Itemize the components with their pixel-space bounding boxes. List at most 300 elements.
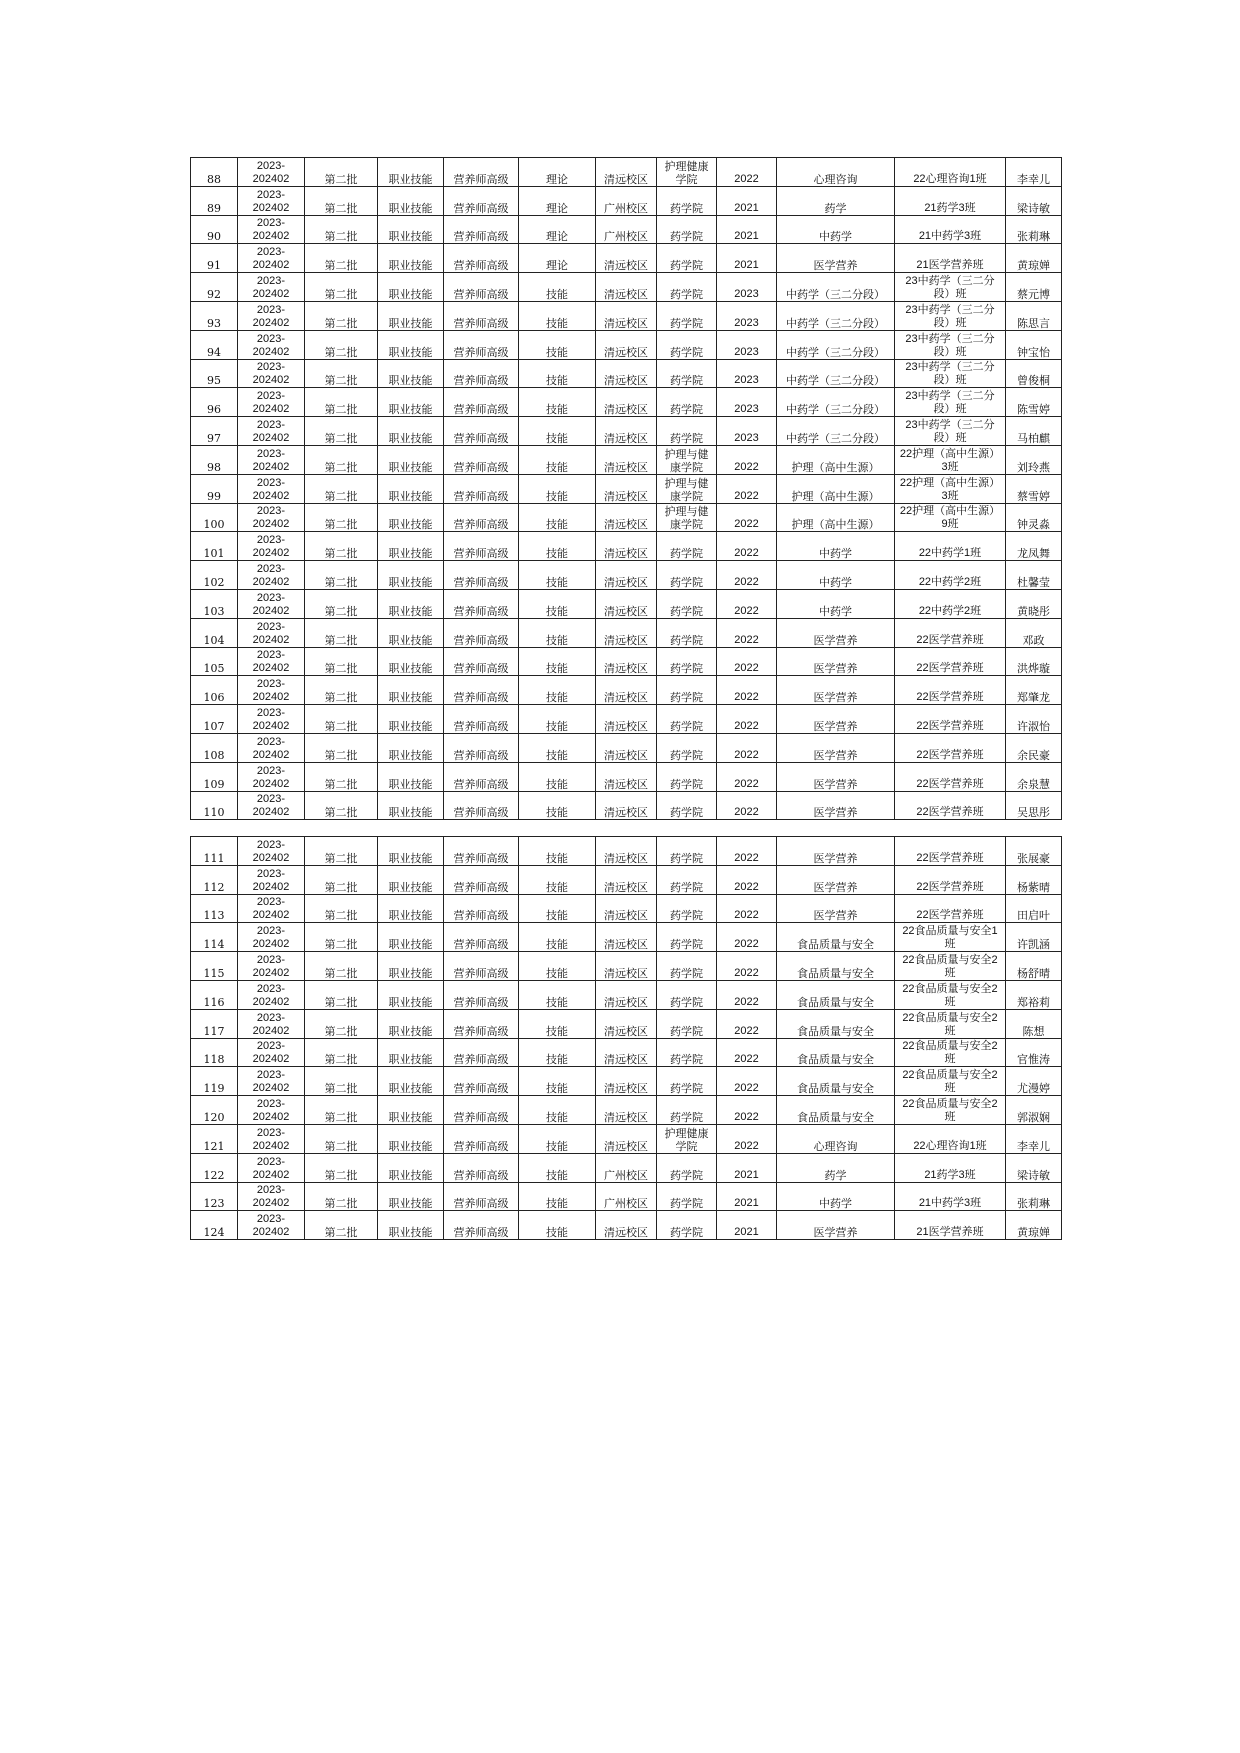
- campus-cell: 清远校区: [596, 791, 657, 820]
- college-cell: 药学院: [657, 186, 717, 215]
- campus-cell: 清远校区: [596, 923, 657, 952]
- campus-cell: 清远校区: [596, 837, 657, 866]
- category-cell: 职业技能: [378, 445, 444, 474]
- student-name-cell: 张莉琳: [1006, 215, 1062, 244]
- category-cell: 职业技能: [378, 359, 444, 388]
- class-cell: 22中药学2班: [895, 589, 1006, 618]
- row-number: 118: [191, 1038, 238, 1067]
- exam-type-cell: 技能: [519, 952, 596, 981]
- term-cell: 2023- 202402: [238, 532, 305, 561]
- batch-cell: 第二批: [305, 445, 378, 474]
- term-cell: 2023- 202402: [238, 445, 305, 474]
- college-cell: 药学院: [657, 1038, 717, 1067]
- college-cell: 药学院: [657, 244, 717, 273]
- student-name-cell: 许淑怡: [1006, 705, 1062, 734]
- student-name-cell: 陈雪婷: [1006, 388, 1062, 417]
- grade-cell: 2022: [717, 705, 777, 734]
- item-cell: 营养师高级: [444, 865, 519, 894]
- row-number: 104: [191, 618, 238, 647]
- college-cell: 药学院: [657, 618, 717, 647]
- term-cell: 2023- 202402: [238, 503, 305, 532]
- table-row: [191, 445, 1062, 474]
- class-cell: 21医学营养班: [895, 244, 1006, 273]
- grade-cell: 2022: [717, 894, 777, 923]
- major-cell: 食品质量与安全: [777, 1009, 895, 1038]
- term-cell: 2023- 202402: [238, 923, 305, 952]
- exam-type-cell: 技能: [519, 837, 596, 866]
- exam-type-cell: 技能: [519, 733, 596, 762]
- campus-cell: 清远校区: [596, 244, 657, 273]
- campus-cell: 清远校区: [596, 474, 657, 503]
- item-cell: 营养师高级: [444, 215, 519, 244]
- campus-cell: 清远校区: [596, 532, 657, 561]
- major-cell: 中药学: [777, 561, 895, 590]
- campus-cell: 清远校区: [596, 618, 657, 647]
- college-cell: 药学院: [657, 1009, 717, 1038]
- category-cell: 职业技能: [378, 980, 444, 1009]
- category-cell: 职业技能: [378, 1038, 444, 1067]
- row-number: 95: [191, 359, 238, 388]
- student-name-cell: 黄琼婵: [1006, 244, 1062, 273]
- item-cell: 营养师高级: [444, 503, 519, 532]
- row-number: 102: [191, 561, 238, 590]
- row-number: 124: [191, 1211, 238, 1240]
- item-cell: 营养师高级: [444, 186, 519, 215]
- major-cell: 护理（高中生源）: [777, 474, 895, 503]
- campus-cell: 清远校区: [596, 301, 657, 330]
- row-number: 119: [191, 1067, 238, 1096]
- grade-cell: 2023: [717, 388, 777, 417]
- batch-cell: 第二批: [305, 837, 378, 866]
- category-cell: 职业技能: [378, 417, 444, 446]
- table-row: [191, 1153, 1062, 1182]
- exam-type-cell: 技能: [519, 923, 596, 952]
- campus-cell: 清远校区: [596, 762, 657, 791]
- item-cell: 营养师高级: [444, 532, 519, 561]
- row-number: 116: [191, 980, 238, 1009]
- student-name-cell: 杜馨莹: [1006, 561, 1062, 590]
- exam-type-cell: 技能: [519, 503, 596, 532]
- item-cell: 营养师高级: [444, 952, 519, 981]
- grade-cell: 2023: [717, 359, 777, 388]
- student-name-cell: 许凯涵: [1006, 923, 1062, 952]
- item-cell: 营养师高级: [444, 301, 519, 330]
- major-cell: 中药学（三二分段）: [777, 359, 895, 388]
- grade-cell: 2022: [717, 532, 777, 561]
- class-cell: 21中药学3班: [895, 215, 1006, 244]
- term-cell: 2023- 202402: [238, 1153, 305, 1182]
- table-row: [191, 503, 1062, 532]
- item-cell: 营养师高级: [444, 647, 519, 676]
- college-cell: 药学院: [657, 1211, 717, 1240]
- class-cell: 22心理咨询1班: [895, 158, 1006, 187]
- major-cell: 护理（高中生源）: [777, 445, 895, 474]
- class-cell: 23中药学（三二分 段）班: [895, 330, 1006, 359]
- major-cell: 医学营养: [777, 1211, 895, 1240]
- roster-table-part-1: [190, 157, 1062, 820]
- batch-cell: 第二批: [305, 301, 378, 330]
- item-cell: 营养师高级: [444, 618, 519, 647]
- campus-cell: 清远校区: [596, 1038, 657, 1067]
- campus-cell: 清远校区: [596, 894, 657, 923]
- grade-cell: 2021: [717, 244, 777, 273]
- class-cell: 22食品质量与安全2 班: [895, 980, 1006, 1009]
- term-cell: 2023- 202402: [238, 561, 305, 590]
- term-cell: 2023- 202402: [238, 215, 305, 244]
- term-cell: 2023- 202402: [238, 980, 305, 1009]
- major-cell: 食品质量与安全: [777, 980, 895, 1009]
- row-number: 106: [191, 676, 238, 705]
- row-number: 110: [191, 791, 238, 820]
- table-row: [191, 417, 1062, 446]
- row-number: 100: [191, 503, 238, 532]
- batch-cell: 第二批: [305, 865, 378, 894]
- row-number: 97: [191, 417, 238, 446]
- class-cell: 21药学3班: [895, 186, 1006, 215]
- grade-cell: 2022: [717, 1124, 777, 1153]
- table-row: [191, 1211, 1062, 1240]
- student-name-cell: 黄晓彤: [1006, 589, 1062, 618]
- table-row: [191, 244, 1062, 273]
- student-name-cell: 邓政: [1006, 618, 1062, 647]
- campus-cell: 清远校区: [596, 980, 657, 1009]
- exam-type-cell: 技能: [519, 647, 596, 676]
- student-name-cell: 李幸儿: [1006, 158, 1062, 187]
- row-number: 123: [191, 1182, 238, 1211]
- batch-cell: 第二批: [305, 1153, 378, 1182]
- college-cell: 药学院: [657, 923, 717, 952]
- category-cell: 职业技能: [378, 388, 444, 417]
- row-number: 91: [191, 244, 238, 273]
- student-name-cell: 龙凤舞: [1006, 532, 1062, 561]
- item-cell: 营养师高级: [444, 791, 519, 820]
- category-cell: 职业技能: [378, 1009, 444, 1038]
- campus-cell: 清远校区: [596, 417, 657, 446]
- term-cell: 2023- 202402: [238, 1182, 305, 1211]
- item-cell: 营养师高级: [444, 1009, 519, 1038]
- grade-cell: 2021: [717, 215, 777, 244]
- class-cell: 22食品质量与安全2 班: [895, 1038, 1006, 1067]
- college-cell: 药学院: [657, 762, 717, 791]
- category-cell: 职业技能: [378, 589, 444, 618]
- grade-cell: 2022: [717, 589, 777, 618]
- student-name-cell: 李幸儿: [1006, 1124, 1062, 1153]
- college-cell: 药学院: [657, 589, 717, 618]
- college-cell: 药学院: [657, 388, 717, 417]
- college-cell: 药学院: [657, 894, 717, 923]
- batch-cell: 第二批: [305, 1182, 378, 1211]
- campus-cell: 清远校区: [596, 705, 657, 734]
- table-row: [191, 1096, 1062, 1125]
- class-cell: 23中药学（三二分 段）班: [895, 417, 1006, 446]
- term-cell: 2023- 202402: [238, 388, 305, 417]
- major-cell: 医学营养: [777, 733, 895, 762]
- table-row: [191, 791, 1062, 820]
- exam-type-cell: 技能: [519, 388, 596, 417]
- item-cell: 营养师高级: [444, 837, 519, 866]
- term-cell: 2023- 202402: [238, 762, 305, 791]
- item-cell: 营养师高级: [444, 1153, 519, 1182]
- row-number: 90: [191, 215, 238, 244]
- category-cell: 职业技能: [378, 1096, 444, 1125]
- term-cell: 2023- 202402: [238, 1211, 305, 1240]
- student-name-cell: 马柏麒: [1006, 417, 1062, 446]
- table-row: [191, 837, 1062, 866]
- college-cell: 药学院: [657, 1096, 717, 1125]
- item-cell: 营养师高级: [444, 705, 519, 734]
- exam-type-cell: 技能: [519, 1009, 596, 1038]
- student-name-cell: 郑肇龙: [1006, 676, 1062, 705]
- term-cell: 2023- 202402: [238, 244, 305, 273]
- batch-cell: 第二批: [305, 532, 378, 561]
- item-cell: 营养师高级: [444, 388, 519, 417]
- exam-type-cell: 技能: [519, 589, 596, 618]
- item-cell: 营养师高级: [444, 330, 519, 359]
- grade-cell: 2022: [717, 923, 777, 952]
- category-cell: 职业技能: [378, 215, 444, 244]
- exam-type-cell: 理论: [519, 215, 596, 244]
- category-cell: 职业技能: [378, 894, 444, 923]
- exam-type-cell: 技能: [519, 301, 596, 330]
- category-cell: 职业技能: [378, 791, 444, 820]
- college-cell: 药学院: [657, 837, 717, 866]
- batch-cell: 第二批: [305, 503, 378, 532]
- grade-cell: 2021: [717, 1182, 777, 1211]
- item-cell: 营养师高级: [444, 676, 519, 705]
- term-cell: 2023- 202402: [238, 894, 305, 923]
- exam-type-cell: 技能: [519, 1153, 596, 1182]
- class-cell: 23中药学（三二分 段）班: [895, 388, 1006, 417]
- class-cell: 22食品质量与安全2 班: [895, 1096, 1006, 1125]
- class-cell: 22心理咨询1班: [895, 1124, 1006, 1153]
- exam-type-cell: 技能: [519, 894, 596, 923]
- college-cell: 药学院: [657, 1153, 717, 1182]
- student-name-cell: 官惟涛: [1006, 1038, 1062, 1067]
- major-cell: 护理（高中生源）: [777, 503, 895, 532]
- row-number: 88: [191, 158, 238, 187]
- grade-cell: 2022: [717, 1096, 777, 1125]
- major-cell: 医学营养: [777, 618, 895, 647]
- campus-cell: 清远校区: [596, 388, 657, 417]
- class-cell: 22食品质量与安全2 班: [895, 952, 1006, 981]
- category-cell: 职业技能: [378, 733, 444, 762]
- batch-cell: 第二批: [305, 980, 378, 1009]
- exam-type-cell: 技能: [519, 1067, 596, 1096]
- grade-cell: 2022: [717, 1038, 777, 1067]
- student-name-cell: 刘玲燕: [1006, 445, 1062, 474]
- student-name-cell: 梁诗敏: [1006, 1153, 1062, 1182]
- row-number: 112: [191, 865, 238, 894]
- class-cell: 22医学营养班: [895, 733, 1006, 762]
- class-cell: 22护理（高中生源） 9班: [895, 503, 1006, 532]
- exam-type-cell: 理论: [519, 186, 596, 215]
- table-row: [191, 1182, 1062, 1211]
- campus-cell: 清远校区: [596, 647, 657, 676]
- table-row: [191, 676, 1062, 705]
- student-name-cell: 洪烨璇: [1006, 647, 1062, 676]
- student-name-cell: 蔡雪婷: [1006, 474, 1062, 503]
- campus-cell: 清远校区: [596, 733, 657, 762]
- batch-cell: 第二批: [305, 186, 378, 215]
- exam-type-cell: 技能: [519, 532, 596, 561]
- batch-cell: 第二批: [305, 388, 378, 417]
- item-cell: 营养师高级: [444, 417, 519, 446]
- batch-cell: 第二批: [305, 1124, 378, 1153]
- category-cell: 职业技能: [378, 561, 444, 590]
- row-number: 101: [191, 532, 238, 561]
- category-cell: 职业技能: [378, 952, 444, 981]
- batch-cell: 第二批: [305, 1096, 378, 1125]
- batch-cell: 第二批: [305, 1038, 378, 1067]
- grade-cell: 2022: [717, 618, 777, 647]
- exam-type-cell: 技能: [519, 1182, 596, 1211]
- batch-cell: 第二批: [305, 952, 378, 981]
- college-cell: 药学院: [657, 532, 717, 561]
- term-cell: 2023- 202402: [238, 359, 305, 388]
- grade-cell: 2021: [717, 1211, 777, 1240]
- term-cell: 2023- 202402: [238, 273, 305, 302]
- grade-cell: 2022: [717, 503, 777, 532]
- table-row: [191, 215, 1062, 244]
- row-number: 121: [191, 1124, 238, 1153]
- major-cell: 医学营养: [777, 837, 895, 866]
- category-cell: 职业技能: [378, 1211, 444, 1240]
- row-number: 109: [191, 762, 238, 791]
- table-row: [191, 923, 1062, 952]
- campus-cell: 清远校区: [596, 589, 657, 618]
- table-row: [191, 952, 1062, 981]
- row-number: 89: [191, 186, 238, 215]
- college-cell: 药学院: [657, 273, 717, 302]
- table-row: [191, 618, 1062, 647]
- grade-cell: 2022: [717, 952, 777, 981]
- term-cell: 2023- 202402: [238, 589, 305, 618]
- item-cell: 营养师高级: [444, 1067, 519, 1096]
- class-cell: 22中药学2班: [895, 561, 1006, 590]
- grade-cell: 2022: [717, 474, 777, 503]
- class-cell: 22医学营养班: [895, 762, 1006, 791]
- roster-table-part-2: [190, 836, 1062, 1240]
- category-cell: 职业技能: [378, 1153, 444, 1182]
- major-cell: 医学营养: [777, 762, 895, 791]
- batch-cell: 第二批: [305, 647, 378, 676]
- exam-type-cell: 技能: [519, 1038, 596, 1067]
- college-cell: 药学院: [657, 301, 717, 330]
- batch-cell: 第二批: [305, 273, 378, 302]
- campus-cell: 广州校区: [596, 1153, 657, 1182]
- item-cell: 营养师高级: [444, 1124, 519, 1153]
- student-name-cell: 蔡元博: [1006, 273, 1062, 302]
- item-cell: 营养师高级: [444, 733, 519, 762]
- row-number: 92: [191, 273, 238, 302]
- college-cell: 药学院: [657, 676, 717, 705]
- term-cell: 2023- 202402: [238, 330, 305, 359]
- term-cell: 2023- 202402: [238, 618, 305, 647]
- campus-cell: 广州校区: [596, 215, 657, 244]
- student-name-cell: 郭淑娴: [1006, 1096, 1062, 1125]
- item-cell: 营养师高级: [444, 359, 519, 388]
- class-cell: 22医学营养班: [895, 647, 1006, 676]
- college-cell: 药学院: [657, 359, 717, 388]
- batch-cell: 第二批: [305, 705, 378, 734]
- table-row: [191, 186, 1062, 215]
- table-row: [191, 388, 1062, 417]
- exam-type-cell: 技能: [519, 705, 596, 734]
- term-cell: 2023- 202402: [238, 1067, 305, 1096]
- grade-cell: 2022: [717, 1009, 777, 1038]
- major-cell: 中药学: [777, 215, 895, 244]
- row-number: 111: [191, 837, 238, 866]
- batch-cell: 第二批: [305, 762, 378, 791]
- college-cell: 药学院: [657, 1067, 717, 1096]
- student-name-cell: 陈想: [1006, 1009, 1062, 1038]
- category-cell: 职业技能: [378, 503, 444, 532]
- table-row: [191, 894, 1062, 923]
- class-cell: 22护理（高中生源） 3班: [895, 474, 1006, 503]
- item-cell: 营养师高级: [444, 1096, 519, 1125]
- category-cell: 职业技能: [378, 273, 444, 302]
- student-name-cell: 吴思彤: [1006, 791, 1062, 820]
- term-cell: 2023- 202402: [238, 474, 305, 503]
- term-cell: 2023- 202402: [238, 676, 305, 705]
- table-row: [191, 474, 1062, 503]
- campus-cell: 清远校区: [596, 1009, 657, 1038]
- class-cell: 22中药学1班: [895, 532, 1006, 561]
- item-cell: 营养师高级: [444, 474, 519, 503]
- major-cell: 食品质量与安全: [777, 1067, 895, 1096]
- campus-cell: 广州校区: [596, 186, 657, 215]
- campus-cell: 清远校区: [596, 445, 657, 474]
- grade-cell: 2022: [717, 158, 777, 187]
- table-row: [191, 1124, 1062, 1153]
- table-row: [191, 561, 1062, 590]
- student-name-cell: 梁诗敏: [1006, 186, 1062, 215]
- table-row: [191, 705, 1062, 734]
- row-number: 96: [191, 388, 238, 417]
- item-cell: 营养师高级: [444, 762, 519, 791]
- item-cell: 营养师高级: [444, 589, 519, 618]
- category-cell: 职业技能: [378, 762, 444, 791]
- class-cell: 22食品质量与安全2 班: [895, 1009, 1006, 1038]
- class-cell: 21中药学3班: [895, 1182, 1006, 1211]
- exam-type-cell: 技能: [519, 762, 596, 791]
- class-cell: 22医学营养班: [895, 618, 1006, 647]
- batch-cell: 第二批: [305, 676, 378, 705]
- grade-cell: 2022: [717, 837, 777, 866]
- term-cell: 2023- 202402: [238, 1124, 305, 1153]
- item-cell: 营养师高级: [444, 1211, 519, 1240]
- campus-cell: 清远校区: [596, 676, 657, 705]
- student-name-cell: 尤漫婷: [1006, 1067, 1062, 1096]
- category-cell: 职业技能: [378, 1124, 444, 1153]
- batch-cell: 第二批: [305, 894, 378, 923]
- class-cell: 21医学营养班: [895, 1211, 1006, 1240]
- item-cell: 营养师高级: [444, 923, 519, 952]
- category-cell: 职业技能: [378, 1067, 444, 1096]
- table-row: [191, 273, 1062, 302]
- batch-cell: 第二批: [305, 1067, 378, 1096]
- batch-cell: 第二批: [305, 791, 378, 820]
- major-cell: 医学营养: [777, 244, 895, 273]
- exam-type-cell: 理论: [519, 244, 596, 273]
- class-cell: 22医学营养班: [895, 676, 1006, 705]
- term-cell: 2023- 202402: [238, 1096, 305, 1125]
- category-cell: 职业技能: [378, 923, 444, 952]
- term-cell: 2023- 202402: [238, 301, 305, 330]
- exam-type-cell: 技能: [519, 791, 596, 820]
- row-number: 94: [191, 330, 238, 359]
- grade-cell: 2022: [717, 445, 777, 474]
